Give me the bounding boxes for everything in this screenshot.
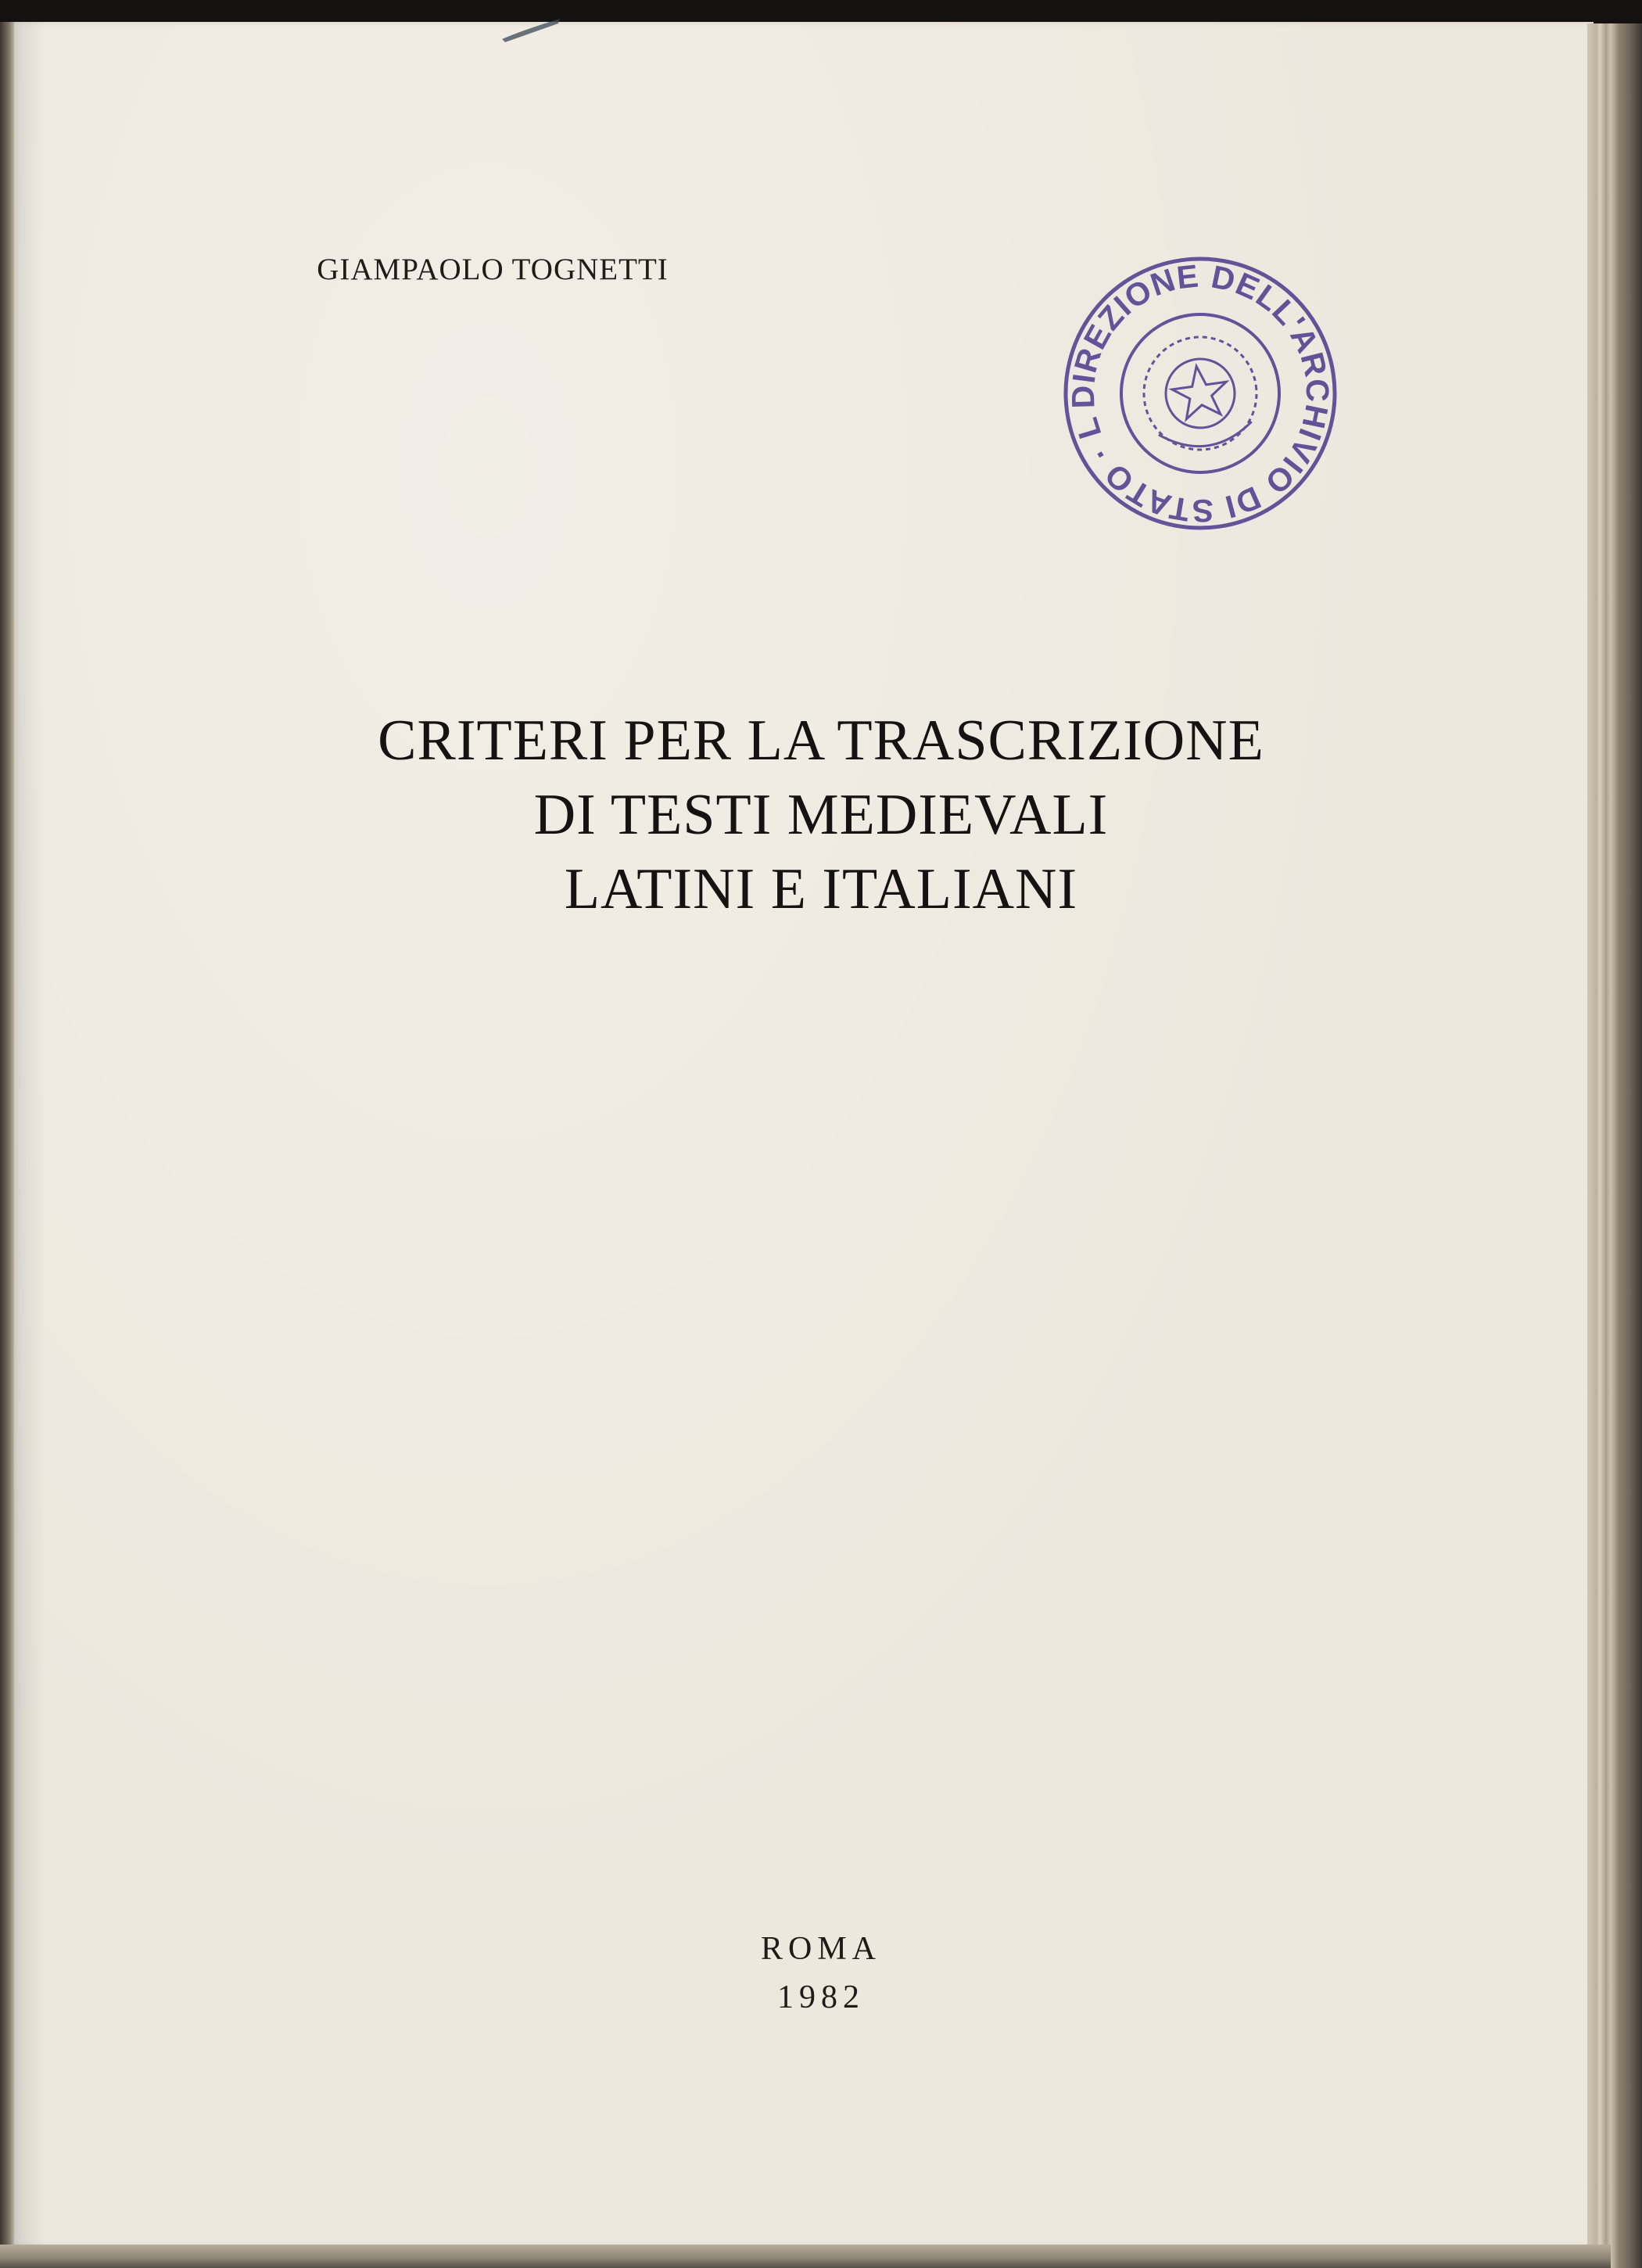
title-line-1: CRITERI PER LA TRASCRIZIONE bbox=[378, 709, 1264, 773]
title-line-3: LATINI E ITALIANI bbox=[564, 857, 1078, 921]
book-bottom-edge bbox=[0, 2245, 1611, 2268]
title-line-2: DI TESTI MEDIEVALI bbox=[533, 783, 1109, 847]
page-left-edge bbox=[0, 22, 14, 2247]
title-page bbox=[14, 22, 1594, 2247]
publication-place: ROMA bbox=[760, 1931, 882, 1967]
archive-stamp bbox=[1056, 249, 1345, 538]
scan-top-border bbox=[0, 0, 1642, 23]
ink-scratch-mark bbox=[500, 13, 563, 44]
svg-text:DIREZIONE DELL'ARCHIVIO DI STA bbox=[1056, 249, 1345, 538]
publication-year: 1982 bbox=[777, 1979, 865, 2015]
author-name: GIAMPAOLO TOGNETTI bbox=[317, 253, 669, 286]
stamp-text: DIREZIONE DELL'ARCHIVIO DI STATO · LUCCA bbox=[1064, 257, 1336, 529]
emblem-icon bbox=[1137, 330, 1264, 458]
